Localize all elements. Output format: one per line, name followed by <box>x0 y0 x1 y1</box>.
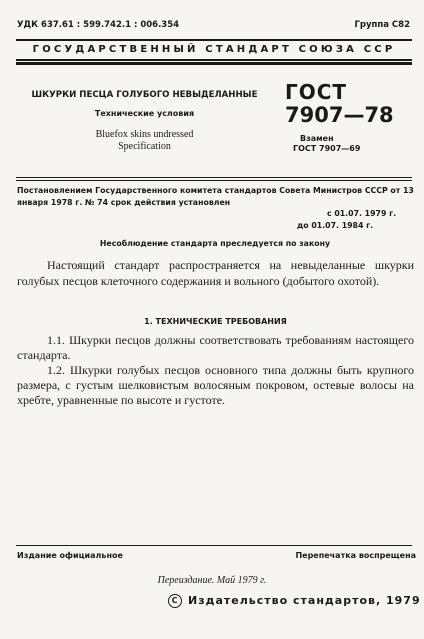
official-edition: Издание официальное <box>17 551 123 560</box>
english-title <box>22 129 267 153</box>
document-title: ШКУРКИ ПЕСЦА ГОЛУБОГО НЕВЫДЕЛАННЫЕ <box>31 90 258 100</box>
reprint-prohibited: Перепечатка воспрещена <box>295 551 416 560</box>
decree-text: Постановлением Государственного комитета стандартов Совета Министров СССР от 13 января 1978 г. № 74 срок действия установлен <box>17 186 414 207</box>
header-rule-thin <box>16 59 412 61</box>
group-code: Группа С82 <box>354 20 410 30</box>
english-title-line1: Bluefox skins undressed <box>95 129 194 140</box>
valid-from: с 01.07. 1979 г. <box>327 209 397 218</box>
gost-number: 7907—78 <box>285 103 394 127</box>
intro-paragraph: Настоящий стандарт распространяется на невыделанные шкурки голубых песцов клеточного содержания и вольного (добытого охотой). <box>17 258 414 288</box>
footer-rule <box>16 545 412 546</box>
gost-label: ГОСТ <box>285 80 348 104</box>
header-rule-thick <box>16 62 412 65</box>
udk-code: УДК 637.61 : 599.742.1 : 006.354 <box>17 20 180 30</box>
valid-to: до 01.07. 1984 г. <box>297 221 374 230</box>
publisher-line <box>168 594 421 608</box>
copyright-icon: C <box>168 594 182 608</box>
title-block <box>22 90 267 153</box>
section-title: 1. ТЕХНИЧЕСКИЕ ТРЕБОВАНИЯ <box>144 317 287 326</box>
violation-notice: Несоблюдение стандарта преследуется по закону <box>99 239 331 248</box>
document-subtitle: Технические условия <box>94 109 195 118</box>
clause-1-2: 1.2. Шкурки голубых песцов основного типа должны быть крупного размера, с густым шелковистым волосяным покровом, остевые волосы на хребте, уравненные по высоте и густоте. <box>17 363 414 407</box>
reissue-note: Переиздание. Май 1979 г. <box>157 575 267 586</box>
clause-1-1: 1.1. Шкурки песцов должны соответствовать требованиям настоящего стандарта. <box>17 333 414 362</box>
replaces-label: Взамен <box>300 134 334 143</box>
decree-rule-top <box>16 177 412 178</box>
validity-term <box>297 208 396 232</box>
publisher-text: Издательство стандартов, 1979 <box>188 594 421 607</box>
english-title-line2: Specification <box>118 141 171 152</box>
replaces-value: ГОСТ 7907—69 <box>293 144 361 153</box>
standard-name: ГОСУДАРСТВЕННЫЙ СТАНДАРТ СОЮЗА ССР <box>32 44 396 55</box>
decree-rule-bottom <box>16 180 412 181</box>
top-rule <box>16 39 412 41</box>
gost-block <box>285 80 415 153</box>
